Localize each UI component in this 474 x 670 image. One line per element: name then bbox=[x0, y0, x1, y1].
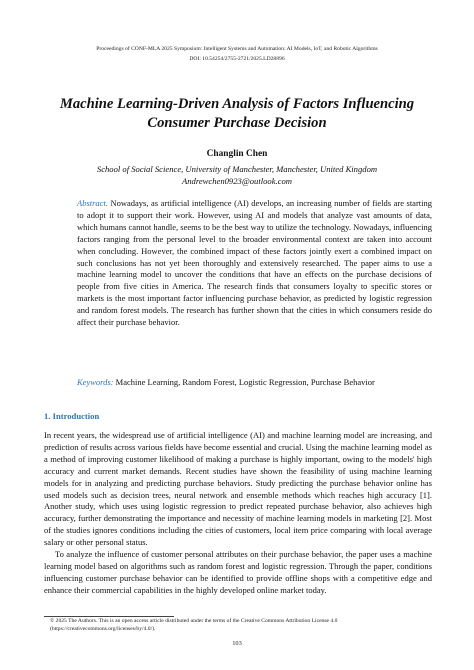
abstract-text: Nowadays, as artificial intelligence (AI) develops, an increasing number of fields are starting to adopt it to support their work. However, using AI and models that analyze vast amounts of data, which humans cannot handle, seems to be the best way to utilize the technology. Nowadays, influencing factors ranging from the personal level to the broader environmental context are taken into account when concluding. However, the combined impact of these factors jointly exert a combined impact on such conclusions has not yet been thoroughly and extensively researched. The paper aims to use a machine learning model to uncover the conditions that have an effects on the purchase decisions of people from five cities in America. The research finds that consumers loyalty to specific stores or markets is the most important factor influencing purchase behavior, as predicted by logistic regression and random forest models. The research has further shown that the cities in which consumers reside do affect their purchase behavior. bbox=[77, 198, 433, 328]
abstract bbox=[77, 198, 432, 329]
keywords-label: Keywords: bbox=[77, 377, 114, 387]
doi-line: DOI: 10.54254/2755-2721/2025.LD28896 bbox=[189, 56, 285, 62]
author-email[interactable]: Andrewchen0923@outlook.com bbox=[182, 176, 292, 186]
author-name: Changlin Chen bbox=[206, 149, 268, 159]
abstract-label: Abstract. bbox=[77, 198, 108, 208]
author-affiliation: School of Social Science, University of Manchester, Manchester, United Kingdom bbox=[96, 164, 378, 174]
proceedings-header: Proceedings of CONF-MLA 2025 Symposium: Intelligent Systems and Automation: AI Models, IoT, and Robotic Algorithms bbox=[96, 46, 378, 52]
footnote-rule bbox=[44, 616, 174, 617]
introduction-body bbox=[44, 430, 432, 597]
page-number: 103 bbox=[232, 640, 242, 647]
keywords bbox=[77, 377, 437, 389]
paper-title-line-2: Consumer Purchase Decision bbox=[147, 115, 327, 131]
paper-title-line-1: Machine Learning-Driven Analysis of Factors Influencing bbox=[59, 96, 415, 112]
keywords-text: Machine Learning, Random Forest, Logistic Regression, Purchase Behavior bbox=[115, 377, 375, 387]
section-heading-introduction: 1. Introduction bbox=[44, 411, 100, 421]
license-footer: © 2025 The Authors. This is an open access article distributed under the terms of the Creative Commons Attribution License 4.0 (https://creativecommons.org/licenses/by/4.0/). bbox=[50, 618, 338, 632]
body-paragraph: To analyze the influence of customer personal attributes on their purchase behavior, the paper uses a machine learning model based on algorithms such as random forest and logistic regression. Through the paper, conditions influencing customer purchase behavior can be identified to provide offline shops with a competitive edge and enhance their commercial capabilities in the highly developed online market today. bbox=[44, 549, 432, 595]
body-paragraph: In recent years, the widespread use of artificial intelligence (AI) and machine learning model are increasing, and prediction of results across various fields have become essential and crucial. Using the machine learning model as a method of improving customer likelihood of making a purchase is highly important, owing to the models' high accuracy and current market demands. Recent studies have shown the feasibility of using machine learning models for in analyzing and predicting purchase behaviors. Study predicting the purchase behavior online has used models such as decision trees, neural network and ensemble methods which reaches high accuracy [1]. Another study, which uses using logistic regression to predict repeated purchase behavior, also achieves high accuracy, further demonstrating the importance and necessity of machine learning models in marketing [2]. Most of the studies ignores conditions including the cities of customers, local item price comparing with local average salary or other personal status. bbox=[44, 430, 432, 548]
